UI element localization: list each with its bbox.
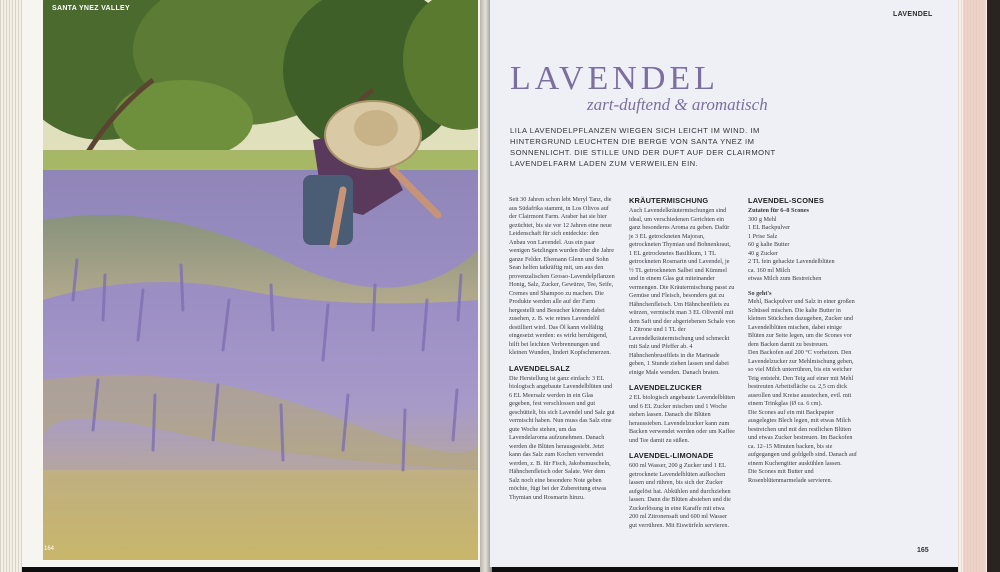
ingredient-item: 300 g Mehl	[748, 215, 777, 223]
ingredient-item: 1 Prise Salz	[748, 232, 778, 240]
intro-paragraph: Seit 30 Jahren schon lebt Meryl Tanz, die aus Südafrika stammt, in Los Olivos auf der Clairmont Farm. Araber hat sie hier gezüchtet, bis sie vor 12 Jahren eine neue Leidenschaft für sich entdeckte: den Anbau von Lavendel. Aus ein paar wenigen Setzlingen wurden über die Jahre ganze Felder. Ehemann Glenn und Sohn Sean helfen tatkräftig mit, um aus den provenzalischen Grosso-Lavendelpflanzen Honig, Salz, Zucker, Gewürze, Tee, Seife, Cremes und Shampoo zu machen. Die Produkte werden alle auf der Farm hergestellt und Besucher können dabei zusehen, z. B. wie reines Lavendelöl destilliert wird. Das Öl kann vielfältig eingesetzt werden: es wirkt beruhigend, hilft bei leichten Verbrennungen und kleinen Wunden, lindert Kopfschmerzen.	[509, 196, 615, 356]
section-heading-scones: LAVENDEL-SCONES	[748, 196, 824, 205]
section-heading-limonade: LAVENDEL-LIMONADE	[629, 451, 714, 460]
ingredient-item: ca. 160 ml Milch	[748, 266, 791, 274]
book-cover-edge	[987, 0, 1000, 572]
ingredient-item: 60 g kalte Butter	[748, 241, 790, 248]
kraeutermischung-text: Auch Lavendelkräutermischungen sind ideal, um verschiedenen Gerichten ein ganz besonderes Aroma zu geben. Dafür je 3 EL getrockneten Majoran, getrockneten Thymian und Bohnenkraut, 1 EL getrocknetes Basilikum, 1 TL getrockneten Rosmarin und Lavendel, je ½ TL getrockneten Salbei und Kümmel und in einem Glas gut miteinander vermengen. Die Kräutermischung passt zu Gemüse und Fleisch, besonders gut zu Hähnchenfleisch. Um Hähnchenfilets zu würzen, vermischt man 3 EL Olivenöl mit dem Saft und der abgeriebenen Schale von 1 Zitrone und 1 TL der Lavendelkräutermischung und schmeckt mit Salz und Pfeffer ab. 4 Hähnchenbrustfilets in die Marinade geben, 1 Stunde ziehen lassen und dabei einige Male wenden. Danach braten.	[629, 207, 735, 376]
ingredients-title: Zutaten für 6–8 Scones	[748, 207, 809, 214]
ingredient-item: 40 g Zucker	[748, 249, 778, 257]
lead-paragraph: LILA LAVENDELPFLANZEN WIEGEN SICH LEICHT IM WIND. IM HINTERGRUND LEUCHTEN DIE BERGE VON SANTA YNEZ IM SONNENLICHT. DIE STILLE UND DER DUFT AUF DER CLAIRMONT LAVENDELFARM LADEN ZUM VERWEILEN EIN.	[510, 126, 776, 168]
section-heading-lavendelsalz: LAVENDELSALZ	[509, 363, 570, 373]
page-title: LAVENDEL	[510, 60, 719, 97]
lavendelzucker-text: 2 EL biologisch angebaute Lavendelblüten und 6 EL Zucker mischen und 1 Woche stehen lassen. Danach die Blüten heraussieben. Lavendelzucker kann zum Backen verwendet werden oder um Kaffee und Tee damit zu süßen.	[629, 394, 735, 444]
photo-illustration	[43, 0, 478, 560]
ingredients-list	[748, 216, 858, 284]
page-subtitle: zart-duftend & aromatisch	[587, 95, 768, 114]
page-number-right: 165	[917, 547, 929, 554]
running-header-left: SANTA YNEZ VALLEY	[52, 5, 130, 12]
ingredient-item: etwas Milch zum Bestreichen	[748, 275, 822, 282]
running-header-right: LAVENDEL	[893, 11, 933, 18]
section-heading-kraeutermischung: KRÄUTERMISCHUNG	[629, 196, 709, 205]
lavender-field-photo	[43, 0, 478, 560]
text-column-3	[748, 196, 858, 485]
page-number-left: 164	[44, 546, 55, 552]
method-title: So geht's	[748, 289, 772, 297]
page-edge-tint	[963, 0, 985, 572]
lavendelsalz-text: Die Herstellung ist ganz einfach: 3 EL biologisch angebaute Lavendelblüten und 6 EL Meersalz werden in ein Glas gegeben, fest verschlossen und gut geschüttelt, bis sich Lavendel und Salz gut vermischt haben. Nun muss das Salz eine gute Woche stehen, um das Lavendelaroma aufzunehmen. Danach werden die Blüten herausgesiebt. Jetzt kann das Salz zum Kochen verwendet werden, z. B. für Fisch, Jakobsmuscheln, Hähnchenfleisch oder Salate. Wer dem Salz noch eine besondere Note geben möchte, fügt bei der Zubereitung etwas Thymian und Rosmarin hinzu.	[509, 374, 615, 501]
section-heading-lavendelzucker: LAVENDELZUCKER	[629, 383, 702, 392]
left-page-edges	[0, 0, 22, 572]
ingredient-item: 2 TL fein gehackte Lavendelblüten	[748, 258, 835, 265]
ingredient-item: 1 EL Backpulver	[748, 224, 791, 231]
method-text: Mehl, Backpulver und Salz in einer großen Schüssel mischen. Die kalte Butter in kleinen Stückchen dazugeben, Zucker und Lavendelblüten mischen, dabei einige Blüten zur Seite legen, um die Scones vor dem Backen damit zu bestreuen. Den Backofen auf 200 °C vorheizen. Den Lavendelzucker zur Mehlmischung geben, so viel Milch unterrühren, bis ein weicher Teig entsteht. Den Teig auf einer mit Mehl bestreuten Arbeitsfläche ca. 2,5 cm dick ausrollen und Kreise ausstechen, evtl. mit einem Trinkglas (Ø ca. 6 cm). Die Scones auf ein mit Backpapier ausgelegtes Blech legen, mit etwas Milch bestreichen und mit den restlichen Blüten und etwas Zucker bestreuen. Im Backofen ca. 12–15 Minuten backen, bis sie aufgegangen und goldgelb sind. Danach auf einem Kuchengitter auskühlen lassen. Die Scones mit Butter und Rosenblütenmarmelade servieren.	[748, 298, 857, 484]
text-column-2	[629, 196, 735, 530]
limonade-text: 600 ml Wasser, 200 g Zucker und 1 EL getrocknete Lavendelblüten aufkochen lassen und rühren, bis sich der Zucker aufgelöst hat. Abkühlen und durchziehen lassen. Dann die Blüten absieben und die Zuckerlösung in eine Karaffe mit etwa 200 ml Zitronensaft und 600 ml Wasser gut verrühren. Mit Eiswürfeln servieren.	[629, 462, 731, 529]
text-column-1	[509, 196, 615, 502]
